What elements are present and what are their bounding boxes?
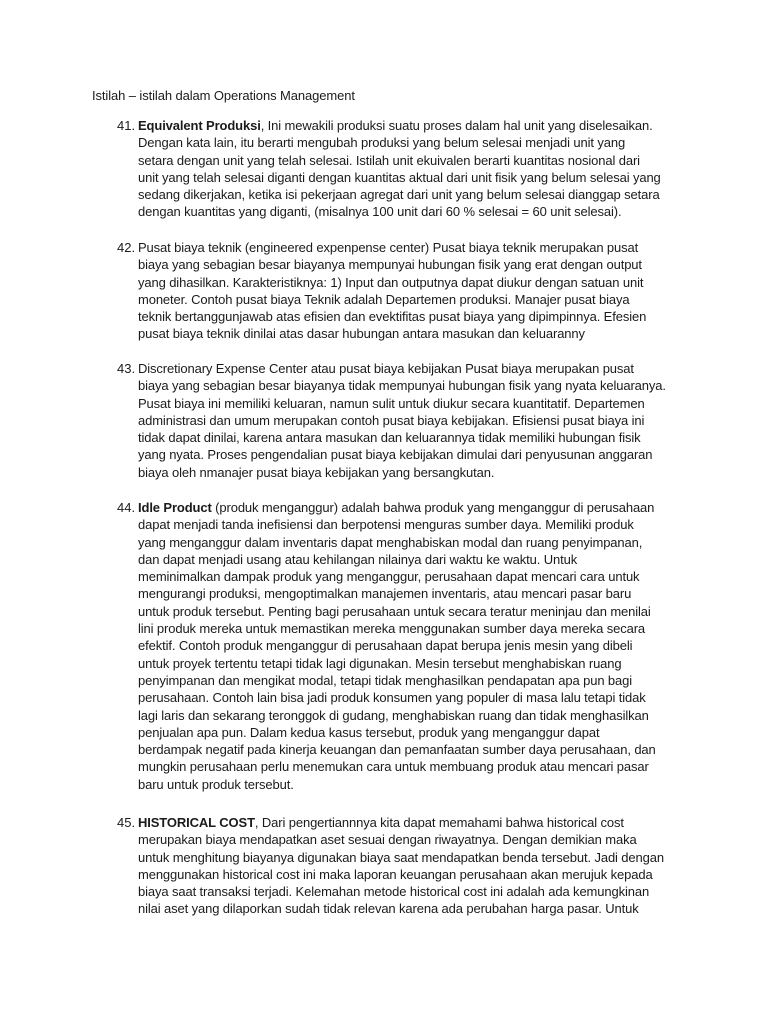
line-text: , Ini mewakili produksi suatu proses dalam hal unit yang diselesaikan.: [260, 118, 653, 133]
item-number: 43.: [117, 361, 136, 376]
text-line: efektif. Contoh produk menganggur di perusahaan dapat berupa jenis mesin yang dibeli: [138, 638, 633, 654]
text-line: tidak dapat dinilai, karena antara masukan dan keluarannya tidak memiliki hubungan fisik: [138, 430, 641, 446]
text-line: mungkin perusahaan perlu menemukan cara untuk membuang produk atau mencari pasar: [138, 759, 649, 775]
text-line: untuk proyek tertentu tetapi tidak lagi digunakan. Mesin tersebut menghabiskan ruang: [138, 655, 622, 671]
text-line: unit yang telah selesai diganti dengan kuantitas aktual dari unit fisik yang belum selesai yang: [138, 169, 661, 185]
text-line: sedang dikerjakan, ketika isi pekerjaan agregat dari unit yang belum selesai dianggap setara: [138, 187, 660, 203]
text-line: untuk produk tersebut. Penting bagi perusahaan untuk secara teratur meninjau dan menilai: [138, 603, 651, 619]
text-line: nilai aset yang dilaporkan sudah tidak relevan karena ada perubahan harga pasar. Untuk: [138, 901, 639, 917]
term-label: HISTORICAL COST: [138, 815, 255, 830]
text-line: teknik bertanggunjawab atas efisien dan evektifitas pusat biaya yang dipimpinnya. Efesien: [138, 309, 647, 325]
text-line: biaya oleh nmanajer pusat biaya kebijakan yang bersangkutan.: [138, 464, 495, 480]
text-line: merupakan biaya mendapatkan aset sesuai dengan riwayatnya. Dengan demikian maka: [138, 832, 637, 848]
text-line: biaya yang sebagian besar biayanya mempunyai hubungan fisik yang erat dengan output: [138, 257, 642, 273]
text-line: pusat biaya teknik dinilai atas dasar hubungan antara masukan dan keluaranny: [138, 326, 585, 342]
item-body: [138, 239, 668, 343]
text-line: yang nyata. Proses pengendalian pusat biaya kebijakan dimulai dari penyusunan anggaran: [138, 447, 653, 463]
text-line: Dengan kata lain, itu berarti mengubah produksi yang belum selesai menjadi unit yang: [138, 135, 626, 151]
item-body: [138, 499, 668, 793]
text-line: dan dapat menjadi usang atau kehilangan nilainya dari waktu ke waktu. Untuk: [138, 551, 578, 567]
text-line: baru untuk produk tersebut.: [138, 776, 294, 792]
text-line: [138, 499, 668, 516]
text-line: biaya saat transaksi terjadi. Kelemahan metode historical cost ini adalah ada kemungkinan: [138, 884, 650, 900]
text-line: [138, 814, 668, 831]
term-label: Idle Product: [138, 500, 212, 515]
text-line: menggunakan historical cost ini maka laporan keuangan perusahaan akan merujuk kepada: [138, 866, 653, 882]
text-line: perusahaan. Contoh lain bisa jadi produk konsumen yang populer di masa lalu tetapi tidak: [138, 690, 646, 706]
text-line: Pusat biaya ini memiliki keluaran, namun sulit untuk diukur secara kuantitatif. Departemen: [138, 395, 645, 411]
text-line: penjualan apa pun. Dalam kedua kasus tersebut, produk yang menganggur dapat: [138, 724, 600, 740]
text-line: yang dihasilkan. Karakteristiknya: 1) Input dan outputnya dapat diukur dengan satuan unit: [138, 274, 644, 290]
text-line: dengan kuantitas yang diganti, (misalnya 100 unit dari 60 % selesai = 60 unit selesai).: [138, 204, 622, 220]
text-line: administrasi dan umum merupakan contoh pusat biaya kebijakan. Efisiensi pusat biaya ini: [138, 412, 645, 428]
line-text: (produk menganggur) adalah bahwa produk yang menganggur di perusahaan: [211, 500, 655, 515]
text-line: Discretionary Expense Center atau pusat biaya kebijakan Pusat biaya merupakan pusat: [138, 361, 634, 376]
item-number: 41.: [117, 118, 136, 133]
text-line: [138, 117, 668, 134]
text-line: moneter. Contoh pusat biaya Teknik adalah Departemen produksi. Manajer pusat biaya: [138, 291, 630, 307]
text-line: lagi laris dan sekarang teronggok di gudang, menghabiskan ruang dan tidak menghasilkan: [138, 707, 649, 723]
text-line: penyimpanan dan mengikat modal, tetapi tidak menghasilkan pendapatan apa pun bagi: [138, 672, 633, 688]
item-body: [138, 117, 668, 221]
text-line: yang menganggur dalam inventaris dapat menghabiskan modal dan ruang penyimpanan,: [138, 534, 643, 550]
text-line: Pusat biaya teknik (engineered expenpense center) Pusat biaya teknik merupakan pusat: [138, 240, 639, 255]
text-line: untuk menghitung biayanya digunakan biaya saat mendapatkan benda tersebut. Jadi dengan: [138, 849, 664, 865]
item-number: 44.: [117, 500, 136, 515]
line-text: , Dari pengertiannnya kita dapat memahami bahwa historical cost: [254, 815, 624, 830]
text-line: berdampak negatif pada kinerja keuangan dan pemanfaatan sumber daya perusahaan, dan: [138, 742, 656, 758]
item-number: 42.: [117, 240, 136, 255]
item-body: [138, 360, 668, 481]
item-number: 45.: [117, 815, 136, 830]
term-label: Equivalent Produksi: [138, 118, 261, 133]
text-line: mengurangi produksi, mengoptimalkan manajemen inventaris, atau mencari pasar baru: [138, 586, 632, 602]
item-body: [138, 814, 668, 918]
text-line: dapat menjadi tanda inefisiensi dan berpotensi menguras sumber daya. Memiliki produk: [138, 517, 634, 533]
text-line: biaya yang sebagian besar biayanya tidak mempunyai hubungan fisik yang nyata keluaranya.: [138, 378, 666, 394]
text-line: setara dengan unit yang telah selesai. Istilah unit ekuivalen berarti kuantitas nosional dari: [138, 152, 640, 168]
text-line: lini produk mereka untuk memastikan mereka menggunakan sumber daya mereka secara: [138, 621, 646, 637]
document-heading: Istilah – istilah dalam Operations Management: [92, 88, 355, 103]
text-line: meminimalkan dampak produk yang menganggur, perusahaan dapat mencari cara untuk: [138, 569, 640, 585]
